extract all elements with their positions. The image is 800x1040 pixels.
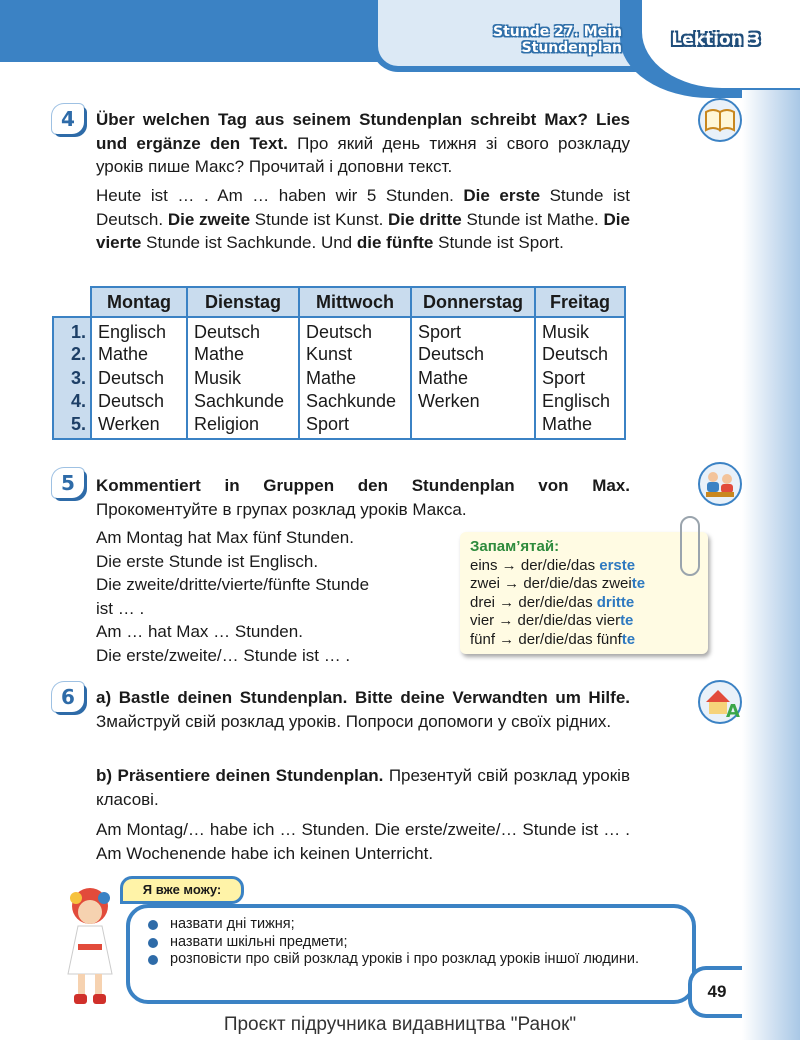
table-cell: Sachkunde bbox=[299, 390, 411, 414]
text-line: Am Montag hat Max fünf Stunden. bbox=[96, 528, 354, 547]
table-cell: Deutsch bbox=[535, 343, 625, 367]
text-line: Am … hat Max … Stunden. bbox=[96, 622, 303, 641]
table-cell: Mathe bbox=[535, 414, 625, 439]
remember-row bbox=[470, 575, 698, 594]
exercise-4-instruction bbox=[96, 108, 630, 179]
remember-rows bbox=[470, 557, 698, 650]
side-decoration-bar bbox=[742, 90, 800, 1040]
row-number: 4. bbox=[53, 390, 91, 414]
table-cell: Deutsch bbox=[411, 343, 535, 367]
house-letter-icon bbox=[698, 680, 742, 724]
text-line: Die zweite/dritte/vierte/fünfte Stunde bbox=[96, 575, 370, 594]
lektion-label: Lektion 3 bbox=[671, 30, 761, 50]
table-header: Mittwoch bbox=[299, 287, 411, 317]
exercise-5-number: 5 bbox=[52, 468, 84, 498]
text-part: Stunde ist Mathe. bbox=[466, 209, 599, 229]
remember-row-highlight: dritte bbox=[596, 593, 635, 611]
exercise-6-part-a bbox=[96, 686, 630, 733]
remember-title: Запам’ятай: bbox=[470, 538, 560, 555]
remember-row-highlight: te bbox=[620, 612, 634, 629]
remember-row-text: eins → der/die/das bbox=[470, 556, 600, 574]
table-cell: Religion bbox=[187, 414, 299, 439]
table-header: Donnerstag bbox=[411, 287, 535, 317]
table-cell: Werken bbox=[91, 414, 187, 439]
exercise-6-part-b bbox=[96, 764, 630, 811]
exercise-4-text bbox=[96, 184, 630, 255]
footer-text: Проєкт підручника видавництва "Ранок" bbox=[223, 1014, 577, 1035]
table-row bbox=[53, 367, 625, 391]
remember-row bbox=[470, 612, 698, 631]
remember-box bbox=[460, 532, 708, 654]
table-cell: Musik bbox=[535, 317, 625, 343]
page-number: 49 bbox=[688, 966, 742, 1018]
table-row bbox=[53, 390, 625, 414]
svg-text:A: A bbox=[726, 701, 740, 722]
remember-row-highlight: te bbox=[621, 630, 636, 648]
text-line: ist … . bbox=[96, 598, 145, 618]
header-blue-band bbox=[0, 0, 380, 62]
list-item: назвати шкільні предмети; bbox=[146, 934, 646, 952]
exercise-5-instruction-de: Kommentiert in Gruppen den Stundenplan von Max. bbox=[96, 476, 630, 495]
exercise-5-instruction bbox=[96, 474, 630, 521]
table-cell: Englisch bbox=[535, 390, 625, 414]
schedule-table bbox=[52, 286, 626, 440]
exercise-6-a-de: a) Bastle deinen Stundenplan. Bitte deine Verwandten um Hilfe. bbox=[96, 688, 630, 707]
remember-row-text: fünf → der/die/das fünf bbox=[470, 630, 622, 648]
text-part: Stunde ist Kunst. bbox=[254, 209, 384, 229]
table-cell: Sachkunde bbox=[187, 390, 299, 414]
row-number: 3. bbox=[53, 367, 91, 391]
table-row bbox=[53, 414, 625, 439]
table-cell: Deutsch bbox=[299, 317, 411, 343]
row-number: 5. bbox=[53, 414, 91, 439]
list-item: розповісти про свій розклад уроків і про розклад уроків іншої людини. bbox=[146, 951, 646, 969]
table-cell: Sport bbox=[535, 367, 625, 391]
table-header: Dienstag bbox=[187, 287, 299, 317]
table-cell: Mathe bbox=[299, 367, 411, 391]
table-cell: Kunst bbox=[299, 343, 411, 367]
lesson-title: Stunde 27. Mein Stundenplan bbox=[493, 24, 622, 56]
text-part: Stunde ist Sachkunde. Und bbox=[146, 233, 353, 252]
table-cell: Deutsch bbox=[187, 317, 299, 343]
exercise-4-number: 4 bbox=[52, 104, 84, 134]
text-bold-part: Die erste bbox=[463, 186, 541, 205]
exercise-6-b-ua: Презентуй свій розклад уроків класові. bbox=[96, 766, 630, 809]
exercise-6-a-ua: Змайструй свій розклад уроків. Попроси допомоги у своїх рідних. bbox=[96, 711, 612, 731]
table-cell: Deutsch bbox=[91, 367, 187, 391]
text-part: Stunde ist Sport. bbox=[438, 233, 564, 252]
table-header: Freitag bbox=[535, 287, 625, 317]
exercise-4-instruction-de: Über welchen Tag aus seinem Stundenplan schreibt Max? Lies und ergänze den Text. bbox=[96, 110, 630, 153]
table-cell: Mathe bbox=[411, 367, 535, 391]
text-bold-part: die fünfte bbox=[356, 233, 434, 252]
remember-row bbox=[470, 594, 698, 613]
table-body bbox=[53, 317, 625, 439]
exercise-6-number: 6 bbox=[52, 682, 84, 712]
remember-row-text: zwei → der/die/das zwei bbox=[470, 575, 632, 592]
table-corner bbox=[53, 287, 91, 317]
text-bold-part: Die dritte bbox=[388, 209, 462, 229]
text-line: Die erste/zweite/… Stunde ist … . bbox=[96, 645, 351, 665]
text-part: Heute ist … . Am … haben wir 5 Stunden. bbox=[96, 186, 454, 205]
remember-row-text: vier → der/die/das vier bbox=[470, 612, 621, 629]
exercise-5-lines bbox=[96, 526, 418, 667]
paperclip-icon bbox=[680, 516, 700, 576]
row-number: 2. bbox=[53, 343, 91, 367]
table-cell: Mathe bbox=[187, 343, 299, 367]
text-part: Stunde ist Deutsch. bbox=[96, 186, 630, 229]
remember-row-highlight: erste bbox=[599, 556, 636, 574]
girl-illustration bbox=[52, 886, 128, 1010]
text-line: Die erste Stunde ist Englisch. bbox=[96, 551, 319, 571]
table-cell: Werken bbox=[411, 390, 535, 414]
row-number: 1. bbox=[53, 317, 91, 343]
remember-row bbox=[470, 557, 698, 576]
table-header-row bbox=[53, 287, 625, 317]
exercise-6-b-de: b) Präsentiere deinen Stundenplan. bbox=[96, 766, 384, 785]
table-cell: Sport bbox=[411, 317, 535, 343]
table-row bbox=[53, 317, 625, 343]
table-cell: Englisch bbox=[91, 317, 187, 343]
list-item: назвати дні тижня; bbox=[146, 916, 646, 934]
group-kids-icon bbox=[698, 462, 742, 506]
remember-row bbox=[470, 631, 698, 650]
can-label: Я вже можу: bbox=[120, 876, 244, 904]
remember-row-text: drei → der/die/das bbox=[470, 593, 597, 611]
can-list bbox=[146, 916, 646, 969]
table-header: Montag bbox=[91, 287, 187, 317]
book-icon bbox=[698, 98, 742, 142]
table-cell: Mathe bbox=[91, 343, 187, 367]
text-bold-part: Die zweite bbox=[167, 209, 251, 229]
table-cell bbox=[411, 414, 535, 439]
remember-row-highlight: te bbox=[631, 575, 646, 592]
exercise-4-instruction-ua: Про який день тижня зі свого розкладу уроків пише Макс? Прочитай і доповни текст. bbox=[96, 133, 630, 176]
table-row bbox=[53, 343, 625, 367]
text-bold-part: Die vierte bbox=[96, 209, 630, 252]
table-cell: Musik bbox=[187, 367, 299, 391]
table-cell: Deutsch bbox=[91, 390, 187, 414]
exercise-6-text: Am Montag/… habe ich … Stunden. Die erste/zweite/… Stunde ist … . Am Wochenende habe ich keinen Unterricht. bbox=[96, 820, 630, 863]
exercise-5-instruction-ua: Прокоментуйте в групах розклад уроків Макса. bbox=[96, 499, 467, 519]
table-cell: Sport bbox=[299, 414, 411, 439]
